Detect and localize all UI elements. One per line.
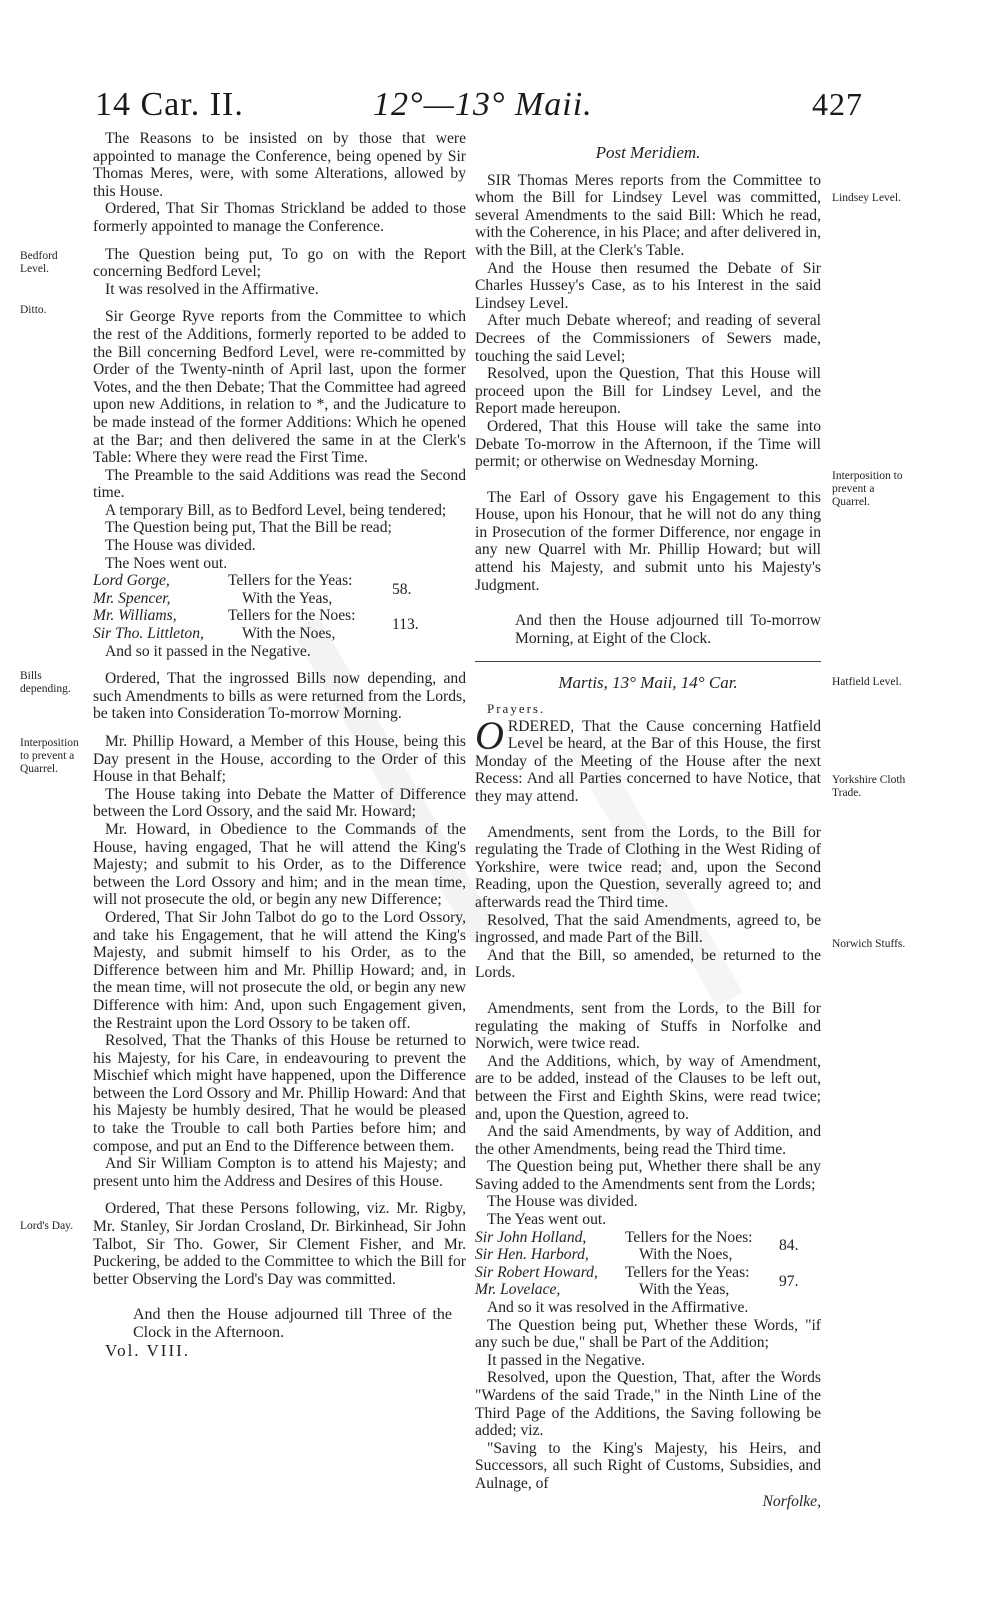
- paragraph: And Sir William Compton is to attend his Majesty; and present unto him the Address and Desires of this House.: [93, 1155, 466, 1190]
- teller-row: [475, 1246, 771, 1264]
- teller-row: [93, 590, 374, 608]
- paragraph: The Reasons to be insisted on by those that were appointed to manage the Conference, being opened by Sir Thomas Meres, were, with some Alterations, allowed by this House.: [93, 130, 466, 200]
- paragraph: And the said Amendments, by way of Addition, and the other Amendments, being read the Third time.: [475, 1123, 821, 1158]
- paragraph: "Saving to the King's Majesty, his Heirs, and Successors, all such Right of Customs, Subsidies, and Aulnage, of: [475, 1439, 821, 1492]
- teller-label: Tellers for the Noes:: [625, 1228, 753, 1246]
- paragraph: It was resolved in the Affirmative.: [105, 280, 319, 298]
- paragraph: And the Additions, which, by way of Amendment, are to be added, instead of the Clauses to be left out, between the First and Eighth Skins, were read twice; and, upon the Question, agreed to.: [475, 1052, 821, 1123]
- paragraph: The Preamble to the said Additions was read the Second time.: [93, 466, 466, 502]
- paragraph: Ordered, That these Persons following, viz. Mr. Rigby, Mr. Stanley, Sir Jordan Crosland, Dr. Birkinhead, Sir John Talbot, Sir Tho. Gower, Sir Clement Fisher, and Mr. Puckering, be added to the Committee to which the Bill for better Observing the Lord's Day was committed.: [93, 1200, 466, 1288]
- section-heading: Post Meridiem.: [595, 143, 701, 162]
- teller-names: Sir Robert Howard,: [475, 1263, 598, 1281]
- adjournment: And then the House adjourned till Three of the Clock in the Afternoon.: [133, 1306, 452, 1341]
- paragraph: And that the Bill, so amended, be returned to the Lords.: [475, 946, 821, 982]
- paragraph: And so it passed in the Negative.: [105, 642, 311, 660]
- paragraph: After much Debate whereof; and reading of several Decrees of the Commissioners of Sewers made, touching the said Level;: [475, 312, 821, 365]
- paragraph: [475, 712, 821, 806]
- paragraph: The House was divided.: [487, 1193, 638, 1211]
- section-rule: [475, 661, 821, 662]
- adjournment: And then the House adjourned till To-morrow Morning, at Eight of the Clock.: [515, 612, 821, 647]
- vote-count: 113.: [392, 616, 419, 634]
- paragraph: The Question being put, Whether these Words, "if any such be due," shall be Part of the Addition;: [475, 1316, 821, 1352]
- paragraph: And the House then resumed the Debate of Sir Charles Hussey's Case, as to his Interest in the said Lindsey Level.: [475, 259, 821, 312]
- paragraph: Amendments, sent from the Lords, to the Bill for regulating the making of Stuffs in Norfolke and Norwich, were twice read.: [475, 999, 821, 1053]
- teller-label: Tellers for the Yeas:: [228, 572, 353, 590]
- teller-label: With the Yeas,: [242, 589, 333, 607]
- paragraph: The Yeas went out.: [487, 1211, 607, 1229]
- margin-note: Norwich Stuffs.: [832, 938, 906, 950]
- teller-names: Mr. Spencer,: [93, 589, 171, 607]
- margin-note: Hatfield Level.: [832, 676, 902, 688]
- margin-note: Bedford Level.: [20, 250, 58, 275]
- paragraph: The Noes went out.: [105, 554, 228, 572]
- paragraph: Ordered, That this House will take the same into Debate To-morrow in the Afternoon, if the Time will permit; or otherwise on Wednesday Morning.: [475, 417, 821, 471]
- left-column: [93, 130, 466, 1359]
- vote-count: 84.: [779, 1237, 799, 1255]
- teller-names: Sir Tho. Littleton,: [93, 625, 204, 643]
- right-column: [475, 130, 821, 1510]
- vote-count: 97.: [779, 1272, 799, 1290]
- paragraph: Sir George Ryve reports from the Committee to which the rest of the Additions, formerly reported to be added to the Bill concerning Bedford Level, were re-committed by Order of the Twenty-ninth of April last, upon the former Votes, and the then Debate; That the Committee had agreed upon new Additions, in relation to *, and the Judicature to be made instead of the former Additions: Which he opened at the Bar; and then delivered the same in at the Clerk's Table: Where they were read the First Time.: [93, 308, 466, 467]
- catchword: Norfolke,: [762, 1492, 821, 1510]
- teller-names: Sir John Holland,: [475, 1228, 587, 1246]
- tellers-division-2: [475, 1264, 821, 1299]
- paragraph: SIR Thomas Meres reports from the Committee to whom the Bill for Lindsey Level was committed, several Amendments to the said Bill: Which he read, with the Coherence, in his Place; and after delivered in, with the Bill, at the Clerk's Table.: [475, 171, 821, 259]
- paragraph: The Question being put, That the Bill be read;: [105, 519, 392, 537]
- paragraph: Resolved, upon the Question, That, after the Words "Wardens of the said Trade," in the Ninth Line of the Third Page of the Additions, the Saving following be added; viz.: [475, 1369, 821, 1440]
- paragraph: Mr. Howard, in Obedience to the Commands of the House, having engaged, That he will attend the King's Majesty; and submit to his Order, as to the Difference between the Lord Ossory and him; and in the mean time, will not prosecute the old, or begin any new Difference;: [93, 820, 466, 909]
- header-left: 14 Car. II.: [95, 86, 244, 123]
- teller-label: Tellers for the Noes:: [228, 607, 356, 625]
- teller-row: [475, 1229, 771, 1247]
- paragraph-text: RDERED, That the Cause concerning Hatfield Level be heard, at the Bar of this House, the first Monday of the Meeting of the House after the next Recess: And all Parties concerned to have Notice, that they may attend.: [475, 717, 821, 805]
- teller-label: With the Noes,: [639, 1246, 733, 1264]
- margin-note: Lord's Day.: [20, 1220, 74, 1232]
- teller-names: Mr. Lovelace,: [475, 1281, 561, 1299]
- margin-note: Lindsey Level.: [832, 192, 901, 204]
- volume-signature: Vol. VIII.: [105, 1340, 191, 1360]
- paragraph: Ordered, That Sir Thomas Strickland be added to those formerly appointed to manage the Conference.: [93, 200, 466, 235]
- teller-names: Sir Hen. Harbord,: [475, 1246, 589, 1264]
- teller-row: [475, 1281, 771, 1299]
- paragraph: The House taking into Debate the Matter of Difference between the Lord Ossory, and the said Mr. Howard;: [93, 785, 466, 821]
- margin-note: Ditto.: [20, 304, 47, 316]
- teller-label: With the Noes,: [242, 625, 336, 643]
- paragraph: Resolved, upon the Question, That this House will proceed upon the Bill for Lindsey Level, and the Report made hereupon.: [475, 365, 821, 418]
- paragraph: Ordered, That the ingrossed Bills now depending, and such Amendments to bills as were returned from the Lords, be taken into Consideration To-morrow Morning.: [93, 670, 466, 723]
- paragraph: Mr. Phillip Howard, a Member of this House, being this Day present in the House, according to the Order of this House in that Behalf;: [93, 733, 466, 786]
- paragraph: Amendments, sent from the Lords, to the Bill for regulating the Trade of Clothing in the West Riding of Yorkshire, were twice read; and, upon the Second Reading, upon the Question, severally agreed to; and afterwards read the Third time.: [475, 823, 821, 911]
- tellers-division-1: [475, 1229, 821, 1264]
- page-number: 427: [812, 86, 863, 122]
- margin-note: Interposition to prevent a Quarrel.: [832, 470, 903, 508]
- paragraph: And so it was resolved in the Affirmative.: [487, 1299, 749, 1317]
- margin-note: Bills depending.: [20, 670, 71, 695]
- teller-row: [93, 625, 374, 643]
- tellers-division-2: [93, 607, 466, 642]
- teller-names: Mr. Williams,: [93, 607, 177, 625]
- paragraph: Resolved, That the said Amendments, agreed to, be ingrossed, and made Part of the Bill.: [475, 911, 821, 947]
- drop-cap: O: [475, 712, 504, 758]
- teller-row: [93, 607, 374, 625]
- margin-note: Interposition to prevent a Quarrel.: [20, 737, 79, 775]
- prayers-label: Prayers.: [487, 701, 546, 717]
- paragraph: The Earl of Ossory gave his Engagement to this House, upon his Honour, that he will not do any thing in Prosecution of the former Difference, nor engage in any new Quarrel with Mr. Phillip Howard; but will attend his Majesty, and submit unto his Majesty's Judgment.: [475, 488, 821, 594]
- vote-count: 58.: [392, 581, 412, 599]
- teller-label: Tellers for the Yeas:: [625, 1263, 750, 1281]
- section-heading: Martis, 13° Maii, 14° Car.: [558, 673, 738, 693]
- paragraph: The House was divided.: [105, 537, 256, 555]
- teller-row: [475, 1264, 771, 1282]
- header-date: 12°—13° Maii.: [373, 86, 593, 123]
- teller-label: With the Yeas,: [639, 1281, 730, 1299]
- paragraph: Resolved, That the Thanks of this House be returned to his Majesty, for his Care, in endeavouring to prevent the Mischief which might have happened, upon the Difference between the Lord Ossory and Mr. Phillip Howard: And that his Majesty be humbly desired, That he would be pleased to take the Trouble to call both Parties before him; and compose, and put an End to the Difference between them.: [93, 1032, 466, 1155]
- paragraph: A temporary Bill, as to Bedford Level, being tendered;: [105, 501, 447, 519]
- teller-row: [93, 572, 374, 590]
- paragraph: It passed in the Negative.: [487, 1351, 646, 1369]
- margin-note: Yorkshire Cloth Trade.: [832, 774, 906, 799]
- paragraph: The Question being put, To go on with the Report concerning Bedford Level;: [93, 245, 466, 281]
- teller-names: Lord Gorge,: [93, 572, 170, 590]
- paragraph: Ordered, That Sir John Talbot do go to the Lord Ossory, and take his Engagement, that he will attend the King's Majesty, and submit himself to his Order, as to the Difference between him and Mr. Phillip Howard; and, in the mean time, will not prosecute the old, or begin any new Difference with him: And, upon such Engagement given, the Restraint upon the Lord Ossory to be taken off.: [93, 908, 466, 1032]
- paragraph: The Question being put, Whether there shall be any Saving added to the Amendments sent from the Lords;: [475, 1158, 821, 1193]
- tellers-division-1: [93, 572, 466, 607]
